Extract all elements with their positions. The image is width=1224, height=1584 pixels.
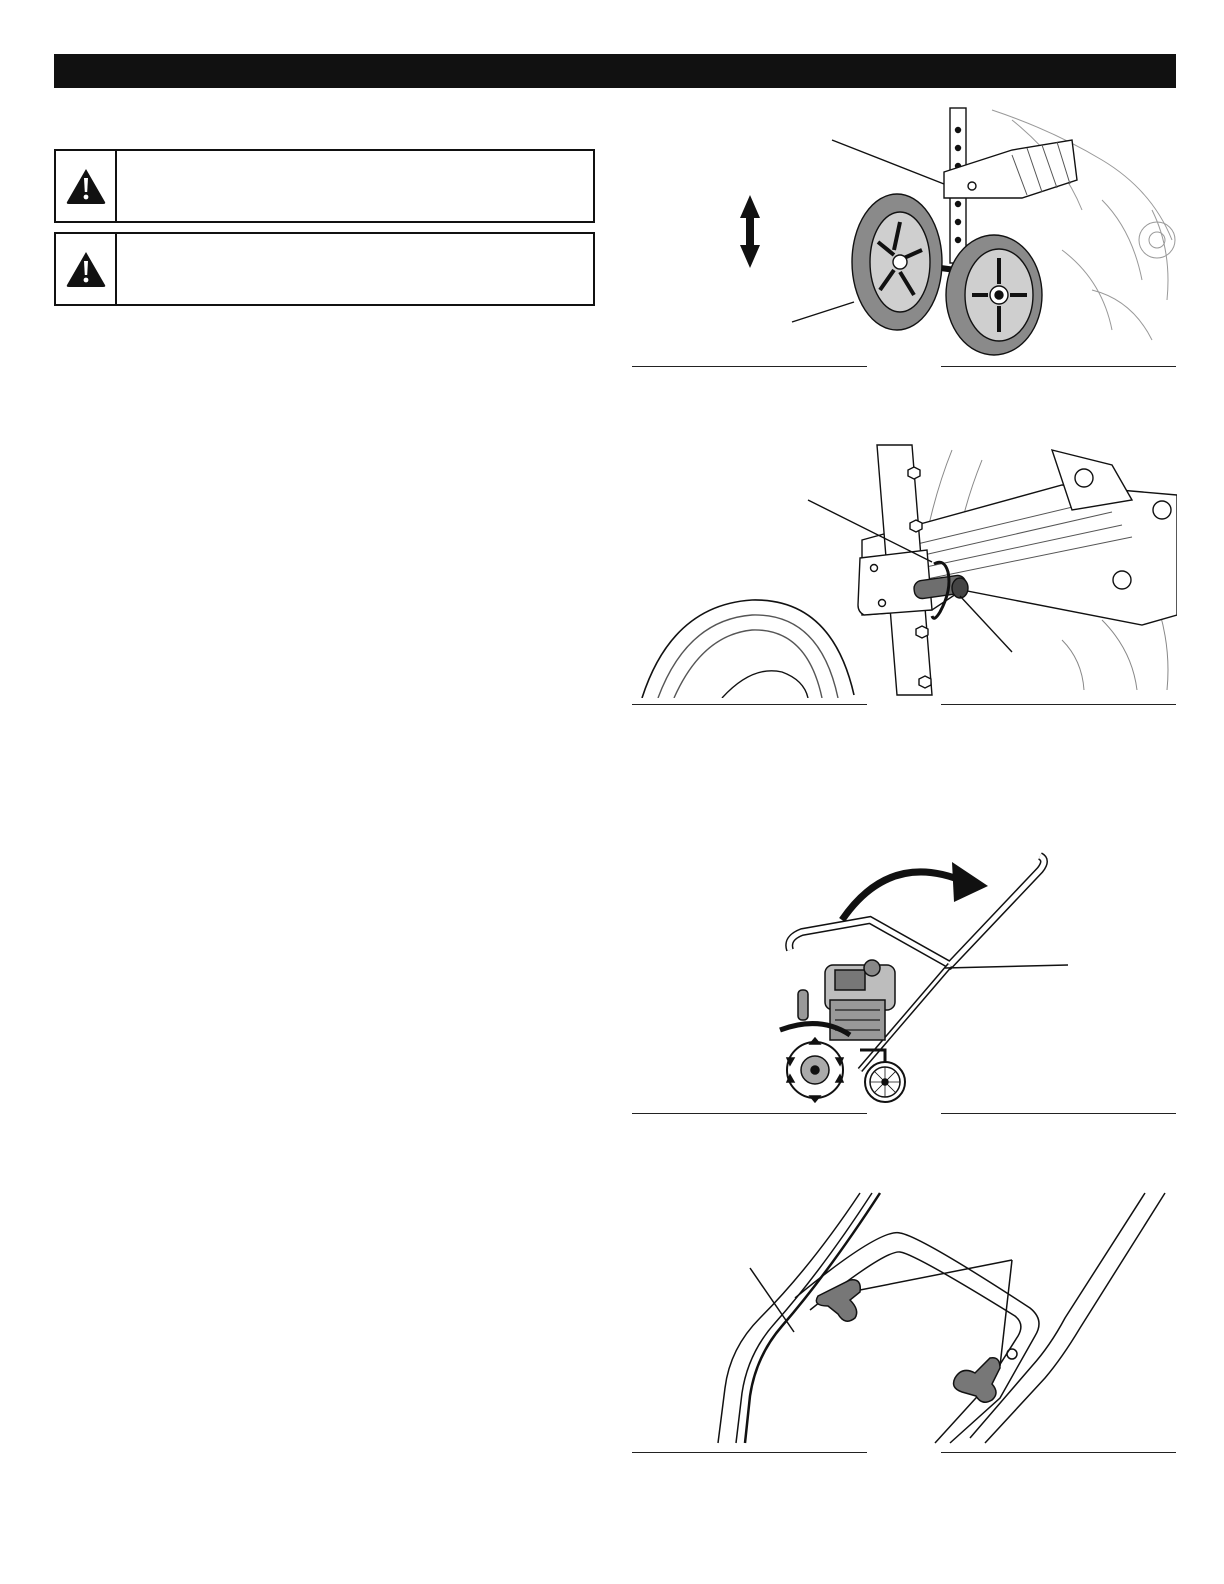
- rotation-arrow-icon: [842, 862, 988, 920]
- handle-fold-figure: [740, 850, 1080, 1110]
- up-down-arrow-icon: [740, 195, 760, 268]
- leader-line: [792, 302, 854, 322]
- caption-rule: [941, 1113, 1176, 1114]
- caption-rule: [941, 704, 1176, 705]
- warning-box-1: [54, 149, 595, 223]
- tiller-tines: [787, 1038, 843, 1102]
- leader-line: [860, 1260, 1012, 1290]
- caption-rule: [941, 366, 1176, 367]
- handle-knob: [816, 1280, 860, 1321]
- caption-rule: [632, 704, 867, 705]
- caption-rule: [941, 1452, 1176, 1453]
- leader-line: [832, 140, 944, 184]
- left-wheel: [852, 194, 942, 330]
- right-handle-tube: [970, 1193, 1165, 1443]
- wheel-pin-clip-figure: [632, 440, 1177, 698]
- wheel-partial: [642, 600, 854, 698]
- warning-icon-cell: [56, 151, 117, 221]
- caption-rule: [632, 366, 867, 367]
- right-wheel: [946, 235, 1042, 355]
- caption-rule: [632, 1452, 867, 1453]
- warning-icon-cell: [56, 234, 117, 304]
- handle-knob: [954, 1358, 1000, 1403]
- leader-line: [945, 965, 1068, 968]
- handle-knobs-figure: [700, 1188, 1180, 1446]
- wheel-height-adjustment-figure: [632, 100, 1177, 365]
- warning-triangle-icon: [65, 250, 107, 288]
- caption-rule: [632, 1113, 867, 1114]
- section-header-bar: [54, 54, 1176, 88]
- warning-triangle-icon: [65, 167, 107, 205]
- warning-box-2: [54, 232, 595, 306]
- tiller-handle: [789, 856, 1044, 1070]
- leader-line: [960, 596, 1012, 652]
